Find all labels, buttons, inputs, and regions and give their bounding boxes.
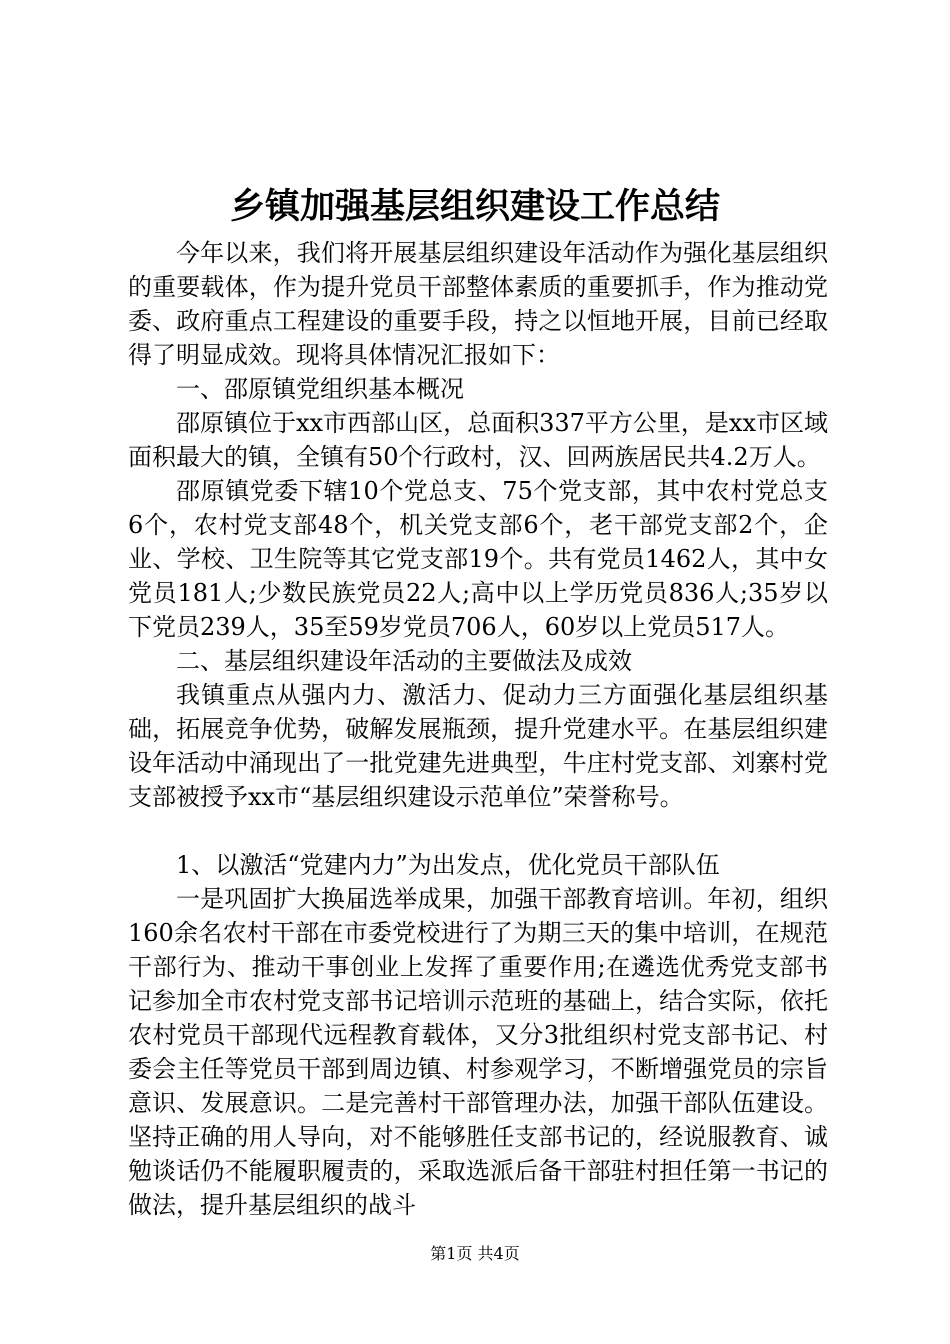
page-footer: 第1页 共4页	[430, 1244, 520, 1263]
section-heading-1: 一、邵原镇党组织基本概况	[176, 375, 464, 403]
paragraph-location: 邵原镇位于xx市西部山区，总面积337平方公里，是xx市区域面积最大的镇，全镇有50个行政村，汉、回两族居民共4.2万人。	[128, 409, 828, 471]
paragraph-training: 一是巩固扩大换届选举成果，加强干部教育培训。年初，组织160余名农村干部在市委党校进行了为期三天的集中培训，在规范干部行为、推动干事创业上发挥了重要作用;在遴选优秀党支部书记参加全市农村党支部书记培训示范班的基础上，结合实际，依托农村党员干部现代远程教育载体，又分3批组织村党支部书记、村委会主任等党员干部到周边镇、村参观学习，不断增强党员的宗旨意识、发展意识。二是完善村干部管理办法，加强干部队伍建设。坚持正确的用人导向，对不能够胜任支部书记的，经说服教育、诚勉谈话仍不能履职履责的，采取选派后备干部驻村担任第一书记的做法，提升基层组织的战斗	[128, 885, 828, 1219]
paragraph-methods: 我镇重点从强内力、激活力、促动力三方面强化基层组织基础，拓展竞争优势，破解发展瓶颈，提升党建水平。在基层组织建设年活动中涌现出了一批党建先进典型，牛庄村党支部、刘寨村党支部被授予xx市“基层组织建设示范单位”荣誉称号。	[128, 681, 828, 811]
paragraph-party-stats: 邵原镇党委下辖10个党总支、75个党支部，其中农村党总支6个，农村党支部48个，机关党支部6个，老干部党支部2个，企业、学校、卫生院等其它党支部19个。共有党员1462人，其中女党员181人;少数民族党员22人;高中以上学历党员836人;35岁以下党员239人，35至59岁党员706人，60岁以上党员517人。	[128, 477, 828, 641]
document-title: 乡镇加强基层组织建设工作总结	[229, 186, 720, 227]
document-body	[128, 236, 828, 1222]
section-heading-2: 二、基层组织建设年活动的主要做法及成效	[176, 647, 632, 675]
subsection-heading-1: 1、以激活“党建内力”为出发点，优化党员干部队伍	[176, 851, 720, 879]
paragraph-intro: 今年以来，我们将开展基层组织建设年活动作为强化基层组织的重要载体，作为提升党员干部整体素质的重要抓手，作为推动党委、政府重点工程建设的重要手段，持之以恒地开展，目前已经取得了明显成效。现将具体情况汇报如下：	[128, 239, 828, 369]
